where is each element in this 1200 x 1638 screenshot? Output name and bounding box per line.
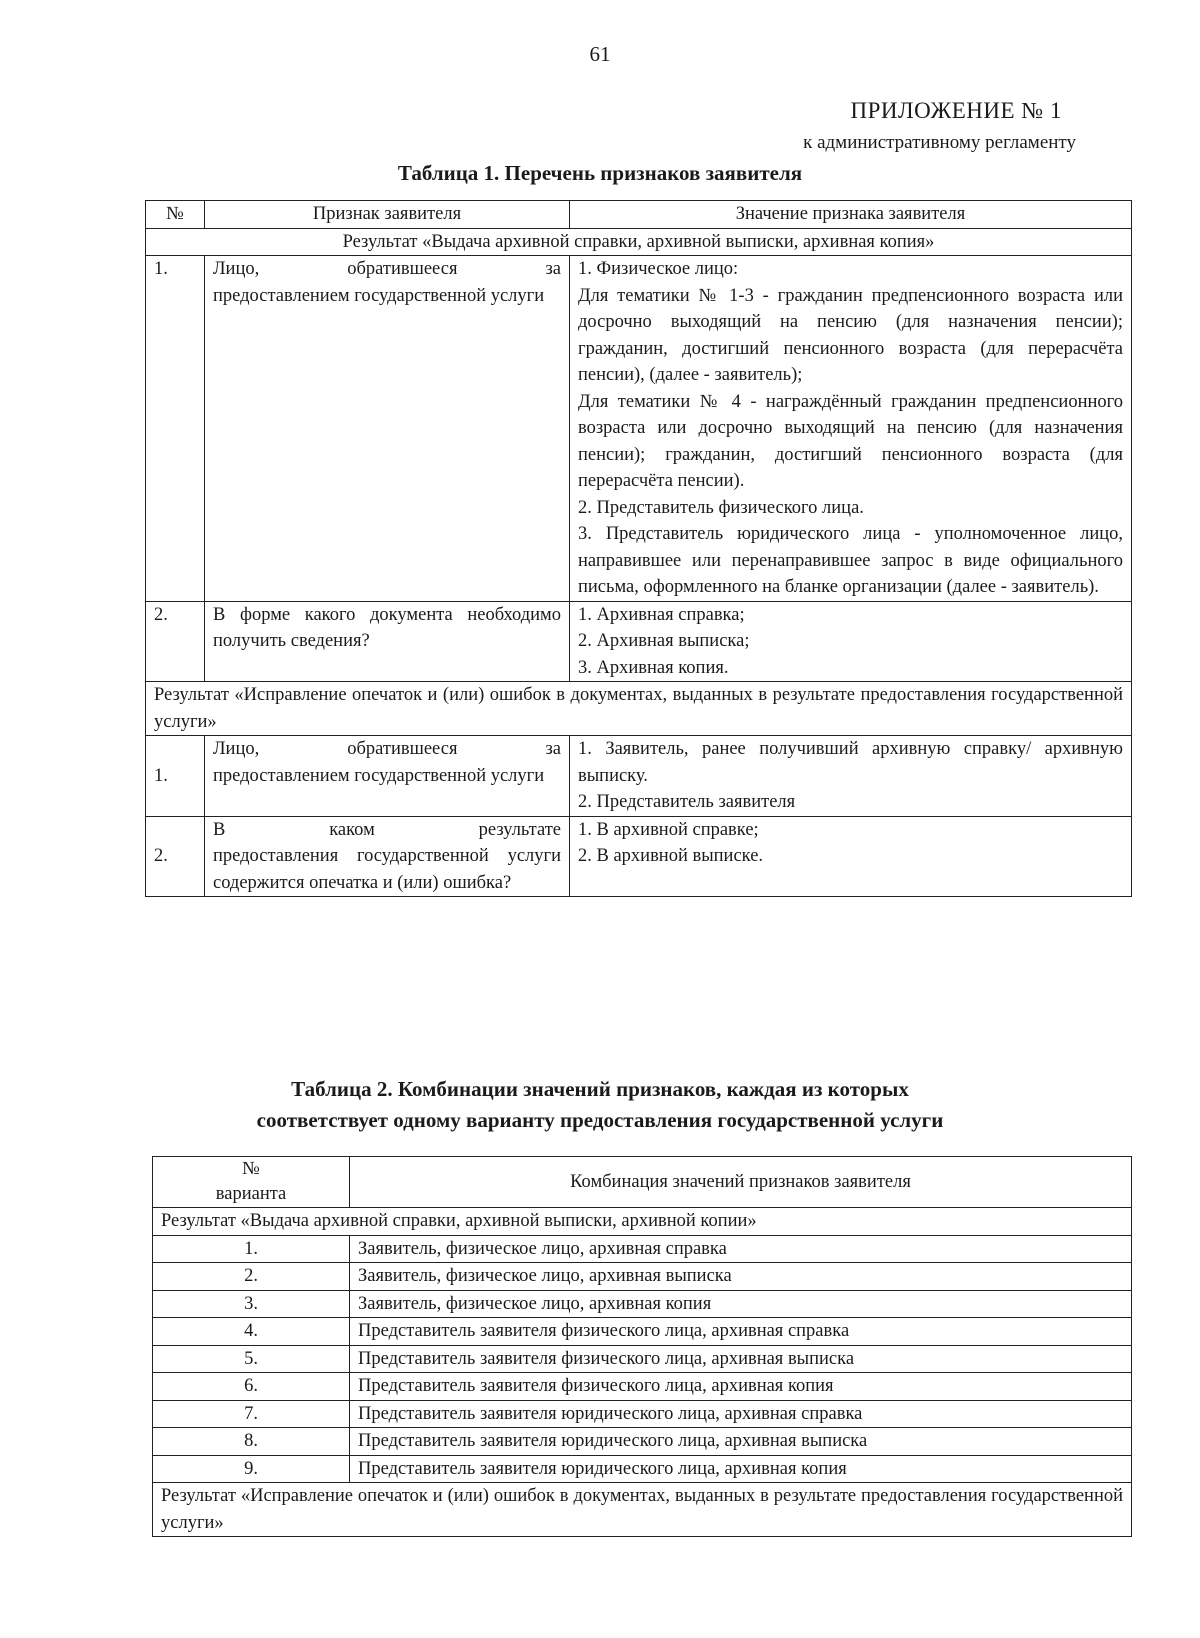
attribute-line: В каком результате [213, 819, 561, 840]
variant-num: 9. [153, 1455, 350, 1483]
appendix-title: ПРИЛОЖЕНИЕ № 1 [850, 98, 1062, 123]
table-row [153, 1235, 1132, 1263]
header-combination: Комбинация значений признаков заявителя [350, 1157, 1132, 1208]
variant-num: 4. [153, 1318, 350, 1346]
attribute-line: Лицо, обратившееся за [213, 259, 561, 279]
header-num-line: № [242, 1159, 260, 1179]
table-row [153, 1290, 1132, 1318]
table-row [153, 1455, 1132, 1483]
table-row [153, 1400, 1132, 1428]
value-line: 2. В архивной выписке. [578, 846, 764, 866]
value-line: 1. В архивной справке; [578, 819, 759, 840]
table1-section1-row [146, 228, 1132, 256]
table-row [146, 256, 1132, 602]
row-num: 1. [146, 736, 205, 817]
header-num: № [146, 201, 205, 229]
row-attribute [205, 736, 570, 817]
table-row [146, 816, 1132, 897]
table2-section2-row [153, 1483, 1132, 1537]
variant-text: Представитель заявителя юридического лица, архивная выписка [350, 1428, 1132, 1456]
header-num-line: варианта [215, 1184, 287, 1204]
table2-section1-row [153, 1208, 1132, 1236]
value-line: 2. Представитель заявителя [578, 792, 796, 812]
value-line: 2. Архивная выписка; [578, 631, 750, 651]
variant-num: 3. [153, 1290, 350, 1318]
section1-title: Результат «Выдача архивной справки, архивной выписки, архивная копия» [146, 228, 1132, 256]
appendix-subtitle: к административному регламенту [803, 132, 1076, 153]
page-number: 61 [589, 42, 611, 66]
row-num: 1. [146, 256, 205, 602]
variant-num: 1. [153, 1235, 350, 1263]
value-line: 2. Представитель физического лица. [578, 497, 864, 518]
value-line: 1. Физическое лицо: [578, 259, 739, 279]
variant-num: 5. [153, 1345, 350, 1373]
variant-text: Представитель заявителя юридического лица, архивная копия [350, 1455, 1132, 1483]
table-row [153, 1428, 1132, 1456]
section1-title: Результат «Выдача архивной справки, архивной выписки, архивной копии» [153, 1208, 1132, 1236]
variant-num: 7. [153, 1400, 350, 1428]
attribute-rest: предоставлением государственной услуги [213, 765, 545, 786]
row-num: 2. [146, 816, 205, 897]
header-value: Значение признака заявителя [570, 201, 1132, 229]
variant-text: Заявитель, физическое лицо, архивная копия [350, 1290, 1132, 1318]
variant-text: Представитель заявителя физического лица, архивная справка [350, 1318, 1132, 1346]
attribute-rest: предоставлением государственной услуги [213, 285, 545, 306]
row-value [570, 256, 1132, 602]
variant-text: Представитель заявителя физического лица, архивная выписка [350, 1345, 1132, 1373]
table1-section2-row [146, 682, 1132, 736]
section2-title: Результат «Исправление опечаток и (или) ошибок в документах, выданных в результате предоставления государственной услуги» [153, 1483, 1132, 1537]
value-line: 3. Представитель юридического лица - уполномоченное лицо, направившее или перенаправившее запрос в виде официального письма, оформленного на бланке организации (далее - заявитель). [578, 524, 1123, 597]
variant-text: Представитель заявителя юридического лица, архивная справка [350, 1400, 1132, 1428]
table1 [145, 200, 1132, 897]
row-num: 2. [146, 601, 205, 682]
table-row [153, 1263, 1132, 1291]
table2-title-line: соответствует одному варианту предоставления государственной услуги [256, 1108, 944, 1132]
row-value [570, 816, 1132, 897]
header-variant-num [153, 1157, 350, 1208]
variant-text: Представитель заявителя физического лица, архивная копия [350, 1373, 1132, 1401]
table-row [153, 1318, 1132, 1346]
variant-num: 2. [153, 1263, 350, 1291]
row-attribute [205, 816, 570, 897]
table-row [146, 736, 1132, 817]
variant-num: 6. [153, 1373, 350, 1401]
table1-title: Таблица 1. Перечень признаков заявителя [397, 161, 803, 185]
variant-text: Заявитель, физическое лицо, архивная справка [350, 1235, 1132, 1263]
table1-header-row [146, 201, 1132, 229]
row-value [570, 601, 1132, 682]
value-line: 3. Архивная копия. [578, 657, 729, 678]
value-line: Для тематики № 4 - награждённый гражданин предпенсионного возраста или досрочно выходящий на пенсию (для назначения пенсии); гражданин, достигший пенсионного возраста (для перерасчёта пенсии). [578, 391, 1123, 491]
attribute-rest: предоставления государственной услуги содержится опечатка и (или) ошибка? [213, 846, 561, 893]
value-line: Для тематики № 1-3 - гражданин предпенсионного возраста или досрочно выходящий на пенсию (для назначения пенсии); гражданин, достигший пенсионного возраста (для перерасчёта пенсии), (далее - заявитель); [578, 285, 1123, 385]
table2-title [0, 1074, 1200, 1136]
table-row [153, 1373, 1132, 1401]
row-attribute [205, 256, 570, 602]
table2 [152, 1156, 1132, 1537]
header-attribute: Признак заявителя [205, 201, 570, 229]
section2-title: Результат «Исправление опечаток и (или) ошибок в документах, выданных в результате предоставления государственной услуги» [146, 682, 1132, 736]
attribute-line: Лицо, обратившееся за [213, 739, 561, 759]
table2-title-line: Таблица 2. Комбинации значений признаков, каждая из которых [291, 1077, 909, 1101]
table2-header-row [153, 1157, 1132, 1208]
table-row [153, 1345, 1132, 1373]
row-attribute: В форме какого документа необходимо получить сведения? [205, 601, 570, 682]
variant-num: 8. [153, 1428, 350, 1456]
value-line: 1. Заявитель, ранее получивший архивную справку/ архивную выписку. [578, 739, 1123, 786]
row-value [570, 736, 1132, 817]
table-row [146, 601, 1132, 682]
variant-text: Заявитель, физическое лицо, архивная выписка [350, 1263, 1132, 1291]
value-line: 1. Архивная справка; [578, 604, 745, 625]
